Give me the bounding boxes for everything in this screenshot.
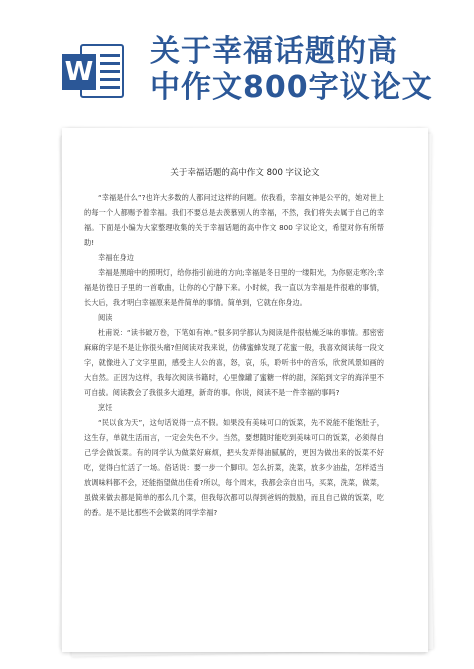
word-document-icon <box>62 40 126 102</box>
section-heading: 阅读 <box>98 313 113 322</box>
word-w-tile: W <box>62 54 96 90</box>
body-paragraph: “幸福是什么”?也许大多数的人都问过这样的问题。依我看，幸福女神是公平的，她对世上的每一个人都赐予着幸福。我们不要总是去羡慕别人的幸福，不然，我们将失去属于自己的幸福。下面是小编为大家整理收集的关于幸福话题的高中作文 800 字议论文，希望对你有所帮助! <box>84 193 384 247</box>
page-title-line-2: 中作文800字议论文 <box>150 70 433 105</box>
body-paragraph: 杜甫说：“读书破万卷，下笔如有神。”很多同学都认为阅读是件很枯燥乏味的事情。那密密麻麻的字是不是让你很头痛?但阅读对我来说，仿佛蜜蜂发现了花蜜一般，我喜欢阅读每一段文字，就像进入了文字里面，感受主人公的喜，怒，哀，乐，聆听书中的音乐，欣赏风景如画的大自然。正因为这样，我每次阅读书籍时，心里像罐了蜜糖一样的甜，深陷到文字的海洋里不可自拔。阅读教会了我很多大道理，新奇的事。你说，阅读不是一件幸福的事吗? <box>84 328 384 397</box>
section-heading: 幸福在身边 <box>98 253 134 262</box>
body-paragraph: “民以食为天”，这句话说得一点不假。如果没有美味可口的饭菜，先不说能不能饱肚子，这生存，单就生活而言，一定会失色不少。当然，要想随时能吃到美味可口的饭菜，必须得自己学会做饭菜。有的同学认为做菜好麻烦，把头发弄得油腻腻的，更因为做出来的饭菜不好吃，觉得白忙活了一场。俗话说：要一步一个脚印。怎么折菜，洗菜，放多少油盐，怎样适当放调味料都不会，还能指望做出佳肴?所以，每个周末，我都会亲自出马，买菜，洗菜，做菜，虽做来做去都是简单的那么几个菜，但我每次都可以得到爸妈的鼓励，而且自己做的饭菜，吃的香。是不是比那些不会做菜的同学幸福? <box>84 418 384 517</box>
body-paragraph: 幸福是黑暗中的照明灯，给你指引前进的方向;幸福是冬日里的一缕阳光，为你驱走寒冷;幸福是彷徨日子里的一首歌曲，让你的心宁静下来。小时候，我一直以为幸福是件很难的事情，长大后，我才明白幸福原来是件简单的事情。简单到，它就在你身边。 <box>84 268 384 307</box>
document-title: 关于幸福话题的高中作文 800 字议论文 <box>170 168 320 178</box>
doc-line <box>100 62 120 65</box>
doc-line <box>100 54 120 57</box>
section-heading: 烹饪 <box>98 403 113 412</box>
doc-line <box>100 78 120 81</box>
page-header <box>0 0 474 120</box>
doc-line <box>100 86 120 89</box>
page-title-line-1: 关于幸福话题的高 <box>150 34 398 69</box>
document-body <box>84 190 384 520</box>
doc-line <box>100 70 120 73</box>
